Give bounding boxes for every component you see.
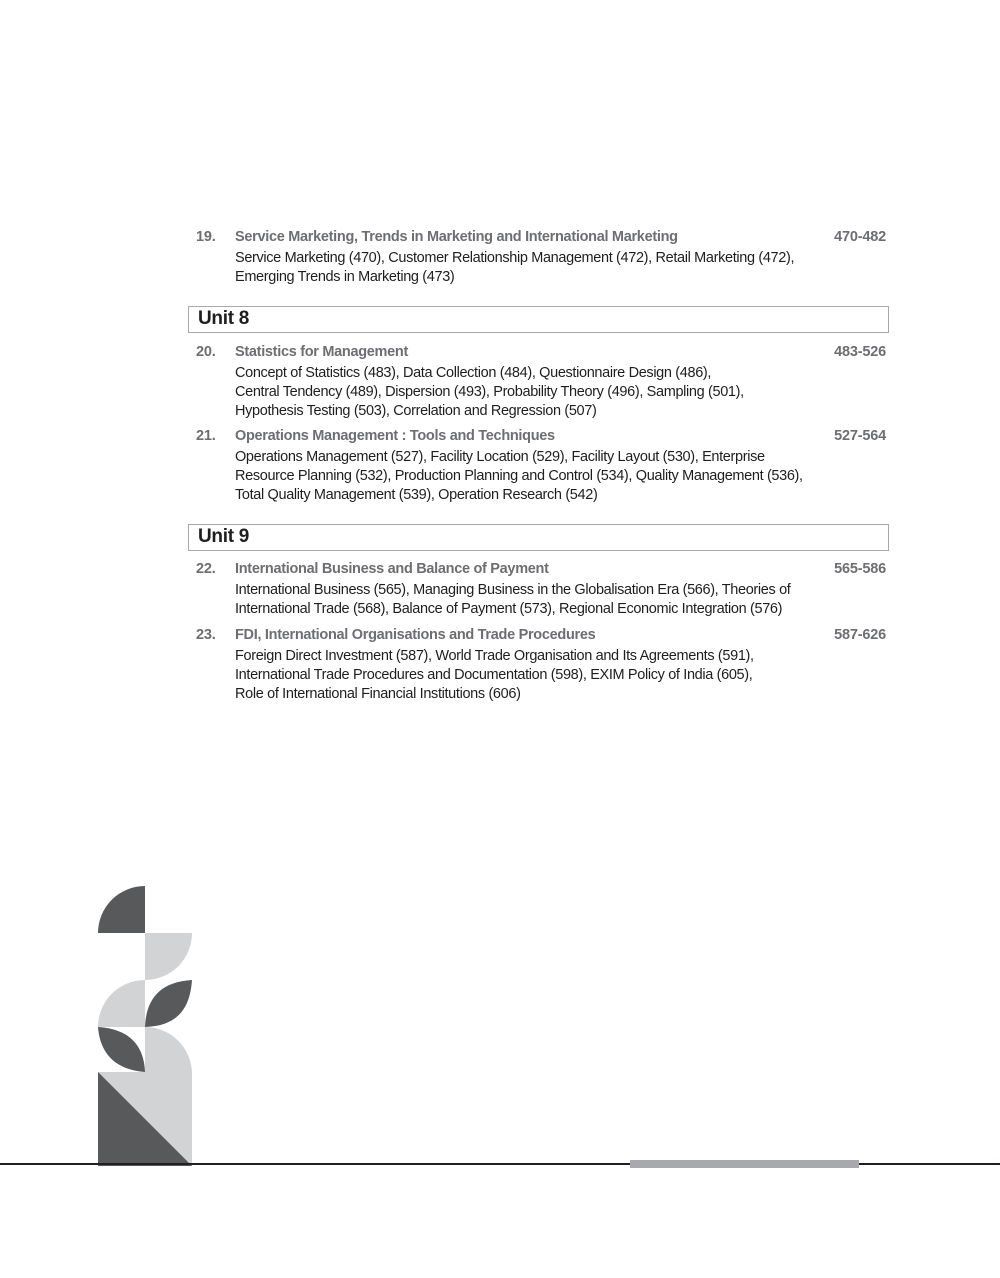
entry-page-range: 483-526	[834, 344, 886, 360]
toc-entry-21	[196, 428, 886, 508]
description-line: International Trade (568), Balance of Payment (573), Regional Economic Integration (576)	[235, 601, 783, 617]
entry-title: Operations Management : Tools and Techniques	[235, 428, 555, 444]
entry-title: Service Marketing, Trends in Marketing and International Marketing	[235, 229, 678, 245]
deco-dark-quarter	[98, 886, 145, 933]
description-line: International Trade Procedures and Documentation (598), EXIM Policy of India (605),	[235, 667, 753, 683]
entry-title: Statistics for Management	[235, 344, 408, 360]
description-line: Resource Planning (532), Production Planning and Control (534), Quality Management (536),	[235, 468, 803, 484]
unit-label: Unit 8	[198, 308, 249, 329]
entry-page-range: 587-626	[834, 627, 886, 643]
entry-description	[235, 647, 835, 704]
entry-number: 20.	[196, 344, 216, 360]
description-line: Role of International Financial Institutions (606)	[235, 686, 521, 702]
entry-page-range: 565-586	[834, 561, 886, 577]
description-line: Central Tendency (489), Dispersion (493), Probability Theory (496), Sampling (501),	[235, 384, 744, 400]
footer-accent-bar	[630, 1160, 859, 1168]
description-line: Operations Management (527), Facility Location (529), Facility Layout (530), Enterprise	[235, 449, 765, 465]
entry-description	[235, 581, 835, 619]
deco-light-half	[145, 933, 192, 980]
toc-entry-19	[196, 229, 886, 289]
deco-light-circle	[98, 980, 145, 1027]
entry-number: 19.	[196, 229, 216, 245]
entry-title: International Business and Balance of Payment	[235, 561, 549, 577]
toc-entry-23	[196, 627, 886, 707]
description-line: Total Quality Management (539), Operation Research (542)	[235, 487, 598, 503]
description-line: Emerging Trends in Marketing (473)	[235, 269, 455, 285]
deco-dark-leaf	[145, 980, 192, 1027]
description-line: Hypothesis Testing (503), Correlation and Regression (507)	[235, 403, 597, 419]
description-line: Foreign Direct Investment (587), World Trade Organisation and Its Agreements (591),	[235, 648, 754, 664]
unit-8-header	[188, 306, 889, 333]
deco-light-half-lower	[145, 1027, 192, 1074]
decorative-shapes-graphic	[98, 886, 194, 1166]
entry-number: 22.	[196, 561, 216, 577]
entry-page-range: 527-564	[834, 428, 886, 444]
entry-description	[235, 364, 835, 421]
description-line: Concept of Statistics (483), Data Collection (484), Questionnaire Design (486),	[235, 365, 712, 381]
unit-label: Unit 9	[198, 526, 249, 547]
entry-number: 23.	[196, 627, 216, 643]
toc-entry-20	[196, 344, 886, 424]
deco-light-quarter	[98, 933, 145, 980]
toc-entry-22	[196, 561, 886, 621]
entry-description	[235, 249, 835, 287]
unit-9-header	[188, 524, 889, 551]
entry-title: FDI, International Organisations and Trade Procedures	[235, 627, 596, 643]
entry-page-range: 470-482	[834, 229, 886, 245]
entry-description	[235, 448, 835, 505]
deco-dark-leaf-lower	[98, 1027, 145, 1072]
entry-number: 21.	[196, 428, 216, 444]
description-line: Service Marketing (470), Customer Relationship Management (472), Retail Marketing (472),	[235, 250, 795, 266]
description-line: International Business (565), Managing Business in the Globalisation Era (566), Theories of	[235, 582, 791, 598]
